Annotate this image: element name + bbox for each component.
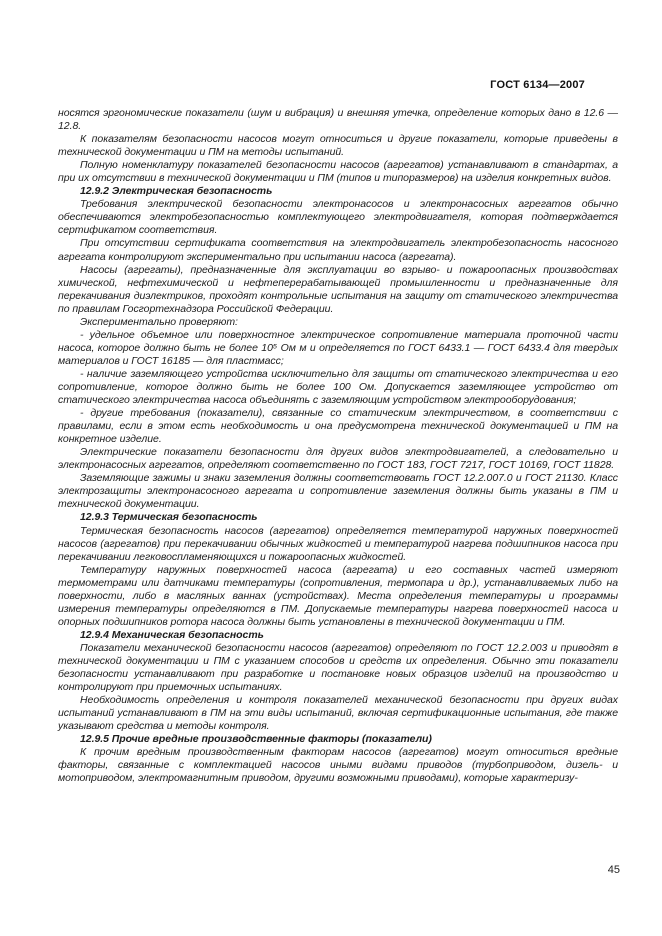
- section-heading: 12.9.3 Термическая безопасность: [80, 511, 258, 524]
- paragraph: Экспериментально проверяют:: [80, 315, 238, 328]
- paragraph: Показатели механической безопасности насосов (агрегатов) определяют по ГОСТ 12.2.003 и приводят в технической документации и ПМ с указанием способов и средств их определения. Обычно эти показатели безопасности устанавливают при разработке и постановке новых образцов изделий на производство и контролируют при приемочных испытаниях.: [58, 641, 618, 694]
- paragraph: Заземляющие зажимы и знаки заземления должны соответствовать ГОСТ 12.2.007.0 и ГОСТ 21130. Класс электрозащиты электронасосного агрегата и сопротивление заземления должны быть указаны в ПМ и технической документации.: [58, 472, 618, 511]
- document-header: ГОСТ 6134—2007: [490, 79, 585, 91]
- paragraph: К прочим вредным производственным факторам насосов (агрегатов) могут относиться вредные факторы, связанные с комплектацией насосов иными видами приводов (турбоприводом, дизель- и мотоприводом, электромагнитным приводом, другими возможными приводами), которые характеризу-: [58, 746, 618, 785]
- paragraph: Необходимость определения и контроля показателей механической безопасности при других видах испытаний устанавливают в ПМ на эти виды испытаний, включая сертификационные испытания, где также указывают средства и методы контроля.: [58, 694, 618, 733]
- section-heading: 12.9.4 Механическая безопасность: [80, 628, 264, 641]
- paragraph: Требования электрической безопасности электронасосов и электронасосных агрегатов обычно обеспечиваются электробезопасностью комплектующего электродвигателя, которая подтверждается сертификатом соответствия.: [58, 198, 618, 237]
- paragraph: При отсутствии сертификата соответствия на электродвигатель электробезопасность насосного агрегата контролируют экспериментально при испытании насоса (агрегата).: [58, 237, 618, 263]
- paragraph: Термическая безопасность насосов (агрегатов) определяется температурой наружных поверхностей насосов (агрегатов) при перекачивании обычных жидкостей и температурой нагрева подшипников насоса при перекачивании легковоспламеняющихся и пожароопасных жидкостей.: [58, 524, 618, 563]
- paragraph: носятся эргономические показатели (шум и вибрация) и внешняя утечка, определение которых дано в 12.6 — 12.8.: [58, 107, 618, 133]
- paragraph: Полную номенклатуру показателей безопасности насосов (агрегатов) устанавливают в стандартах, а при их отсутствии в технической документации и ПМ (типов и типоразмеров) на изделия конкретных видов.: [58, 159, 618, 185]
- paragraph: К показателям безопасности насосов могут относиться и другие показатели, которые приведены в технической документации и ПМ на методы испытаний.: [58, 133, 618, 159]
- page-number: 45: [607, 864, 620, 876]
- section-heading: 12.9.2 Электрическая безопасность: [80, 185, 273, 198]
- paragraph: Насосы (агрегаты), предназначенные для эксплуатации во взрыво- и пожароопасных производствах химической, нефтехимической и нефтеперерабатывающей промышленности и предназначенные для перекачивания диэлектриков, проходят контрольные испытания на защиту от статического электричества по правилам Госгортехнадзора Российской Федерации.: [58, 263, 618, 315]
- paragraph: Температуру наружных поверхностей насоса (агрегата) и его составных частей измеряют термометрами или датчиками температуры (сопротивления, термопара и др.), устанавливаемых либо на поверхности, либо в масляных ваннах (устройствах). Места определения температуры и программы измерения температуры определяются в ПМ. Допускаемые температуры нагрева поверхностей насоса и опорных подшипников ротора насоса должны быть установлены в технической документации и ПМ.: [58, 563, 618, 628]
- paragraph: Электрические показатели безопасности для других видов электродвигателей, а следовательно и электронасосных агрегатов, определяют соответственно по ГОСТ 183, ГОСТ 7217, ГОСТ 10169, ГОСТ 11828.: [58, 446, 618, 472]
- document-body: [58, 107, 618, 785]
- paragraph: - удельное объемное или поверхностное электрическое сопротивление материала проточной части насоса, которое должно быть не более 10⁵ Ом м и определяется по ГОСТ 6433.1 — ГОСТ 6433.4 для твердых материалов и ГОСТ 16185 — для пластмасс;: [58, 328, 618, 367]
- paragraph: - другие требования (показатели), связанные со статическим электричеством, в соответствии с правилами, если в этом есть необходимость и она предусмотрена технической документацией и ПМ на конкретное изделие.: [58, 407, 618, 446]
- paragraph: - наличие заземляющего устройства исключительно для защиты от статического электричества и его сопротивление, которое должно быть не более 100 Ом. Допускается заземляющее устройство от статического электричества насоса объединять с заземляющим устройством электрооборудования;: [58, 367, 618, 407]
- section-heading: 12.9.5 Прочие вредные производственные факторы (показатели): [80, 733, 432, 746]
